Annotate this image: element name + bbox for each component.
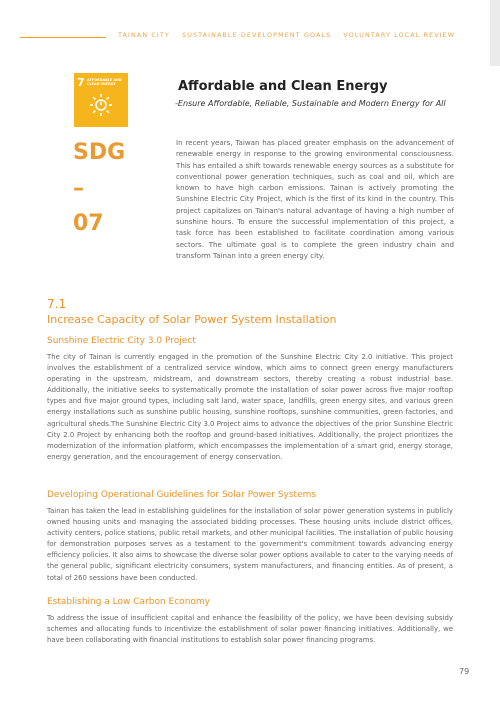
sun-power-icon xyxy=(89,93,113,119)
subsection-heading: Establishing a Low Carbon Economy xyxy=(47,597,210,607)
section-number: 7.1 xyxy=(47,297,67,311)
sdg-icon-number: 7 xyxy=(77,76,85,89)
page-number: 79 xyxy=(459,667,470,676)
sdg-icon-label-line2: CLEAN ENERGY xyxy=(87,82,116,86)
header-item-city: TAINAN CITY xyxy=(118,31,170,39)
sdg-icon-label xyxy=(87,78,123,86)
header-item-review: VOLUNTARY LOCAL REVIEW xyxy=(343,31,456,39)
section-title: Increase Capacity of Solar Power System Installation xyxy=(47,313,337,326)
subsection-body: The city of Tainan is currently engaged in the promotion of the Sunshine Electric City 2.0 initiative. This project involves the establishment of a centralized service window, which aims to connect green energy manufacturers operating in the upstream, midstream, and downstream sectors, thereby creating a robust industrial base. Additionally, the initiative seeks to systematically promote the installation of solar power across five major rooftop types and five major ground types, including salt land, water space, landfills, green energy sites, and various green energy installations such as sunshine public housing, sunshine rooftops, sunshine communities, green factories, and agricultural sheds.The Sunshine Electric City 3.0 Project aims to advance the objectives of the prior Sunshine Electric City 2.0 Project by enhancing both the rooftop and ground-based initiatives. Additionally, the project prioritizes the modernization of the information platform, which encompasses the implementation of a smart grid, energy storage, energy generation, and the encouragement of energy conservation. xyxy=(47,353,453,461)
subsection-heading: Sunshine Electric City 3.0 Project xyxy=(47,336,196,346)
intro-paragraph: In recent years, Taiwan has placed greater emphasis on the advancement of renewable energy in response to the growing environmental consciousness. This has entailed a shift towards renewable energy sources as a substitute for conventional power generation techniques, such as coal and oil, which are known to have high carbon emissions. Tainan is actively promoting the Sunshine Electric City Project, which is the first of its kind in the country. This project capitalizes on Tainan's natural advantage of having a high number of sunshine hours. To ensure the successful implementation of this project, a task force has been established to facilitate coordination among various sectors. The ultimate goal is to complete the green industry chain and transform Tainan into a green energy city. xyxy=(176,138,454,260)
sdg-code-number: 07 xyxy=(73,211,104,236)
running-header xyxy=(118,31,464,39)
header-rule xyxy=(20,37,106,38)
goal-title: Affordable and Clean Energy xyxy=(178,79,388,94)
sdg7-icon xyxy=(74,73,128,127)
sdg-icon-label-line1: AFFORDABLE AND xyxy=(87,78,122,82)
page-side-tab xyxy=(490,0,500,66)
sdg-code-line1: SDG xyxy=(73,140,126,165)
subsection-body: To address the issue of insufficient capital and enhance the feasibility of the policy, we have been devising subsidy schemes and allocating funds to incentivize the establishment of solar power financing initiatives. Additionally, we have been collaborating with financial institutions to establish solar power financing programs. xyxy=(47,614,453,645)
subsection-body: Tainan has taken the lead in establishing guidelines for the installation of solar power generation systems in publicly owned housing units and managing the associated bidding processes. These housing units include district offices, activity centers, police stations, public retail markets, and other municipal facilities. The installation of public housing for demonstration purposes serves as a testament to the government's commitment towards advancing energy efficiency policies. It also aims to showcase the diverse solar power options available to cater to the varying needs of the general public, significant electricity consumers, system manufacturers, and financing entities. As of present, a total of 260 sessions have been conducted. xyxy=(47,507,453,582)
header-item-goals: SUSTAINABLE DEVELOPMENT GOALS xyxy=(182,31,332,39)
subsection-heading: Developing Operational Guidelines for Solar Power Systems xyxy=(47,490,317,500)
goal-subtitle: -Ensure Affordable, Reliable, Sustainable and Modern Energy for All xyxy=(175,99,446,108)
sdg-code-dash: – xyxy=(73,176,84,201)
